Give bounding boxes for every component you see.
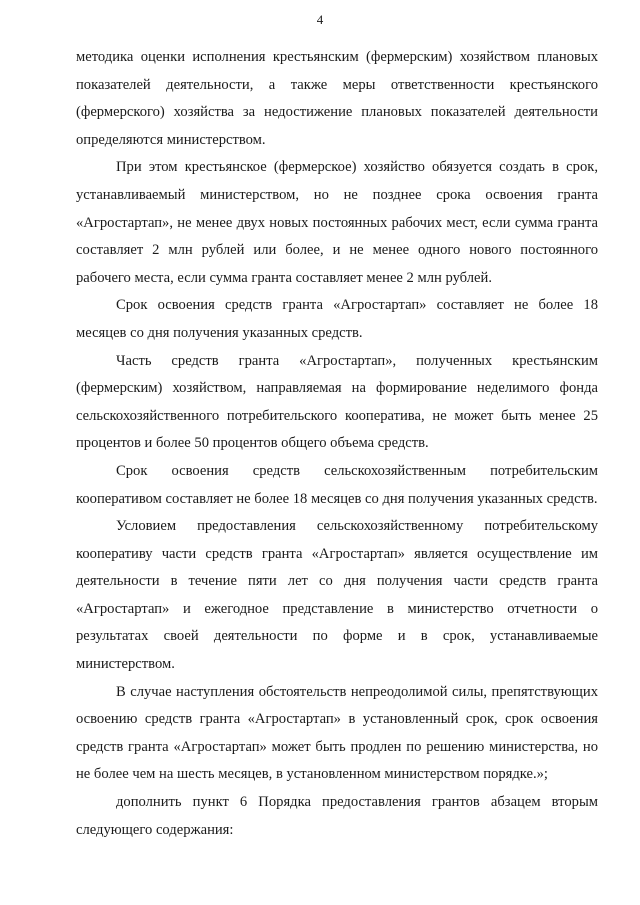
paragraph-jobs-obligation: При этом крестьянское (фермерское) хозяйство обязуется создать в срок, устанавливаемый министерством, но не позднее срока освоения гранта «Агростартап», не менее двух новых постоянных рабочих мест, если сумма гранта составляет 2 млн рублей или более, и не менее одного нового постоянного рабочего места, если сумма гранта составляет менее 2 млн рублей. [76,159,598,286]
paragraph-grant-term: Срок освоения средств гранта «Агростартап» составляет не более 18 месяцев со дня получения указанных средств. [76,297,598,341]
paragraph-force-majeure: В случае наступления обстоятельств непреодолимой силы, препятствующих освоению средств гранта «Агростартап» в установленный срок, срок освоения средств гранта «Агростартап» может быть продлен по решению министерства, но не более чем на шесть месяцев, в установленном министерством порядке.»; [76,683,598,783]
document-body [76,44,598,844]
paragraph-continuation: методика оценки исполнения крестьянским (фермерским) хозяйством плановых показателей деятельности, а также меры ответственности крестьянского (фермерского) хозяйства за недостижение плановых показателей деятельности определяются министерством. [76,49,598,148]
paragraph-cooperative-share: Часть средств гранта «Агростартап», полученных крестьянским (фермерским) хозяйством, направляемая на формирование неделимого фонда сельскохозяйственного потребительского кооператива, не может быть менее 25 процентов и более 50 процентов общего объема средств. [76,352,598,452]
paragraph-cooperative-condition: Условием предоставления сельскохозяйственному потребительскому кооперативу части средств гранта «Агростартап» является осуществление им деятельности в течение пяти лет со дня получения части средств гранта «Агростартап» и ежегодное представление в министерство отчетности о результатах своей деятельности по форме и в срок, устанавливаемые министерством. [76,518,598,673]
paragraph-amendment: дополнить пункт 6 Порядка предоставления грантов абзацем вторым следующего содержания: [76,794,598,838]
paragraph-cooperative-term: Срок освоения средств сельскохозяйственным потребительским кооперативом составляет не более 18 месяцев со дня получения указанных средств. [76,462,598,507]
page-number: 4 [316,12,324,27]
